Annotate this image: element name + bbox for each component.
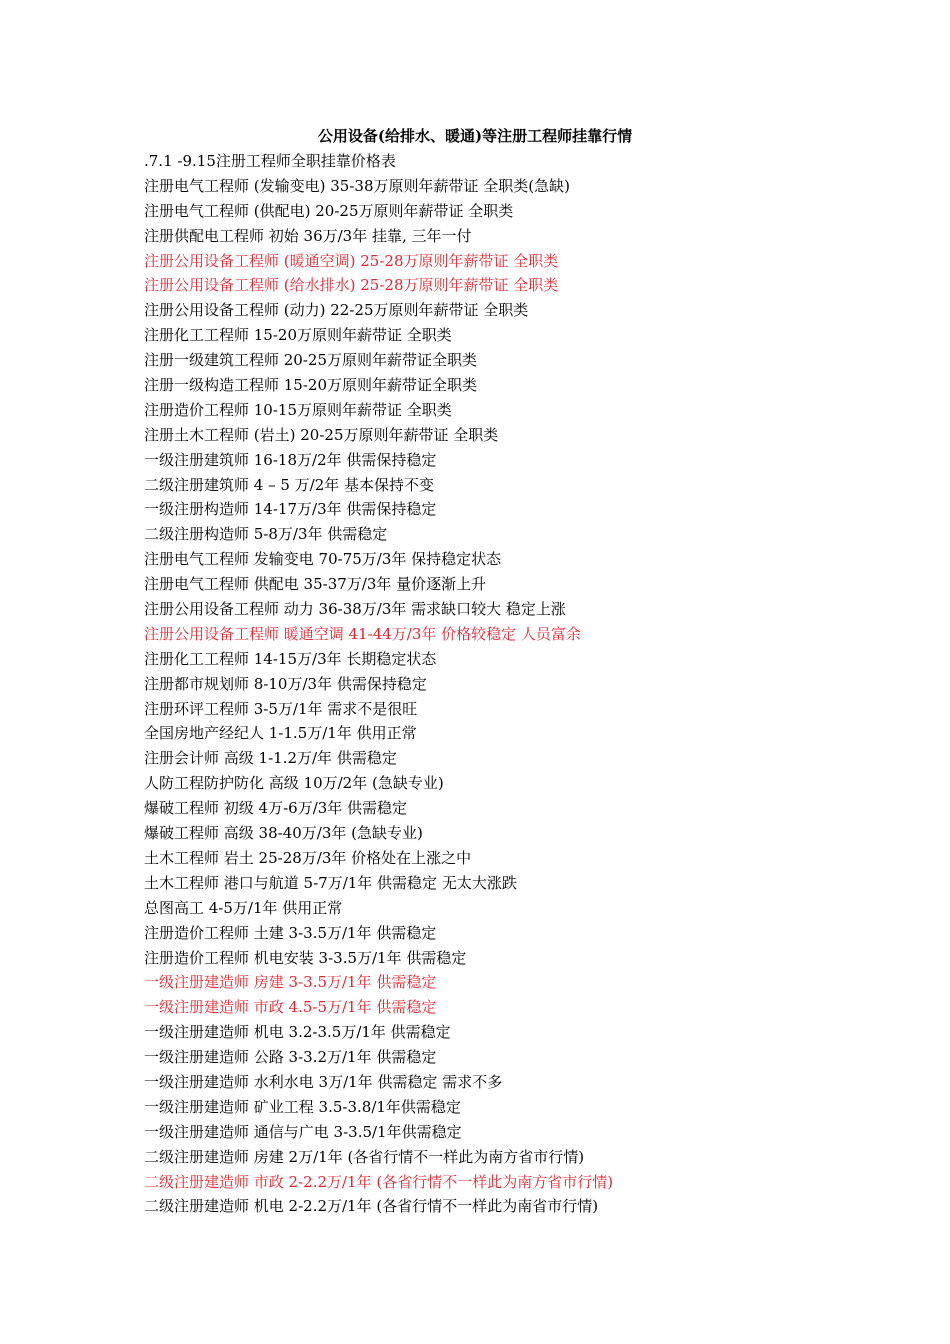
list-item: 二级注册建筑师 4 – 5 万/2年 基本保持不变 xyxy=(144,475,435,494)
list-item: 一级注册建造师 机电 3.2-3.5万/1年 供需稳定 xyxy=(144,1023,451,1042)
list-item: 一级注册建造师 市政 4.5-5万/1年 供需稳定 xyxy=(144,998,437,1017)
list-item: 注册造价工程师 10-15万原则年薪带证 全职类 xyxy=(144,400,452,419)
list-item: 一级注册建造师 矿业工程 3.5-3.8/1年供需稳定 xyxy=(144,1097,461,1116)
list-item: 土木工程师 岩土 25-28万/3年 价格处在上涨之中 xyxy=(144,848,472,867)
list-item: 注册造价工程师 土建 3-3.5万/1年 供需稳定 xyxy=(144,923,437,942)
document-title: 公用设备(给排水、暖通)等注册工程师挂靠行情 xyxy=(317,127,633,145)
list-item: 注册环评工程师 3-5万/1年 需求不是很旺 xyxy=(144,699,418,718)
list-item: 注册公用设备工程师 (暖通空调) 25-28万原则年薪带证 全职类 xyxy=(144,251,559,270)
list-item: 一级注册建造师 通信与广电 3-3.5/1年供需稳定 xyxy=(144,1122,462,1141)
list-item: 注册造价工程师 机电安装 3-3.5万/1年 供需稳定 xyxy=(144,948,467,967)
list-item: 注册化工工程师 14-15万/3年 长期稳定状态 xyxy=(144,649,437,668)
list-item: 注册公用设备工程师 (给水排水) 25-28万原则年薪带证 全职类 xyxy=(144,276,559,295)
list-item: 注册电气工程师 发输变电 70-75万/3年 保持稳定状态 xyxy=(144,550,502,569)
list-item: 注册一级建筑工程师 20-25万原则年薪带证全职类 xyxy=(144,351,478,370)
list-item: 注册土木工程师 (岩土) 20-25万原则年薪带证 全职类 xyxy=(144,425,499,444)
list-item: 注册会计师 高级 1-1.2万/年 供需稳定 xyxy=(144,749,397,768)
list-item: 人防工程防护防化 高级 10万/2年 (急缺专业) xyxy=(144,774,444,793)
list-item: 注册电气工程师 供配电 35-37万/3年 量价逐渐上升 xyxy=(144,575,487,594)
list-item: 注册公用设备工程师 暖通空调 41-44万/3年 价格较稳定 人员富余 xyxy=(144,624,581,643)
list-item: 一级注册建造师 水利水电 3万/1年 供需稳定 需求不多 xyxy=(144,1072,503,1091)
list-item: 二级注册建造师 房建 2万/1年 (各省行情不一样此为南方省市行情) xyxy=(144,1147,585,1166)
list-item: 一级注册建筑师 16-18万/2年 供需保持稳定 xyxy=(144,450,437,469)
list-item: 注册电气工程师 (发输变电) 35-38万原则年薪带证 全职类(急缺) xyxy=(144,176,570,195)
list-item: 二级注册建造师 市政 2-2.2万/1年 (各省行情不一样此为南方省市行情) xyxy=(144,1172,614,1191)
list-item: 爆破工程师 初级 4万-6万/3年 供需稳定 xyxy=(144,799,408,818)
list-item: 注册公用设备工程师 (动力) 22-25万原则年薪带证 全职类 xyxy=(144,301,529,320)
list-item: 注册都市规划师 8-10万/3年 供需保持稳定 xyxy=(144,674,427,693)
list-item: 一级注册建造师 公路 3-3.2万/1年 供需稳定 xyxy=(144,1048,437,1067)
list-item: 注册供配电工程师 初始 36万/3年 挂靠, 三年一付 xyxy=(144,226,472,245)
list-item: 一级注册建造师 房建 3-3.5万/1年 供需稳定 xyxy=(144,973,437,992)
list-item: 注册公用设备工程师 动力 36-38万/3年 需求缺口较大 稳定上涨 xyxy=(144,600,566,619)
list-item: 总图高工 4-5万/1年 供用正常 xyxy=(144,898,343,917)
list-item: 土木工程师 港口与航道 5-7万/1年 供需稳定 无太大涨跌 xyxy=(144,873,517,892)
list-item: 爆破工程师 高级 38-40万/3年 (急缺专业) xyxy=(144,824,423,843)
list-item: 全国房地产经纪人 1-1.5万/1年 供用正常 xyxy=(144,724,417,743)
list-item: 一级注册构造师 14-17万/3年 供需保持稳定 xyxy=(144,500,437,519)
list-item: 注册电气工程师 (供配电) 20-25万原则年薪带证 全职类 xyxy=(144,201,514,220)
list-item: 二级注册建造师 机电 2-2.2万/1年 (各省行情不一样此为南省市行情) xyxy=(144,1197,599,1216)
list-item: .7.1 -9.15注册工程师全职挂靠价格表 xyxy=(144,152,396,170)
list-item: 注册化工工程师 15-20万原则年薪带证 全职类 xyxy=(144,326,452,345)
price-list xyxy=(144,149,613,1219)
list-item: 二级注册构造师 5-8万/3年 供需稳定 xyxy=(144,525,388,544)
list-item: 注册一级构造工程师 15-20万原则年薪带证全职类 xyxy=(144,376,478,395)
